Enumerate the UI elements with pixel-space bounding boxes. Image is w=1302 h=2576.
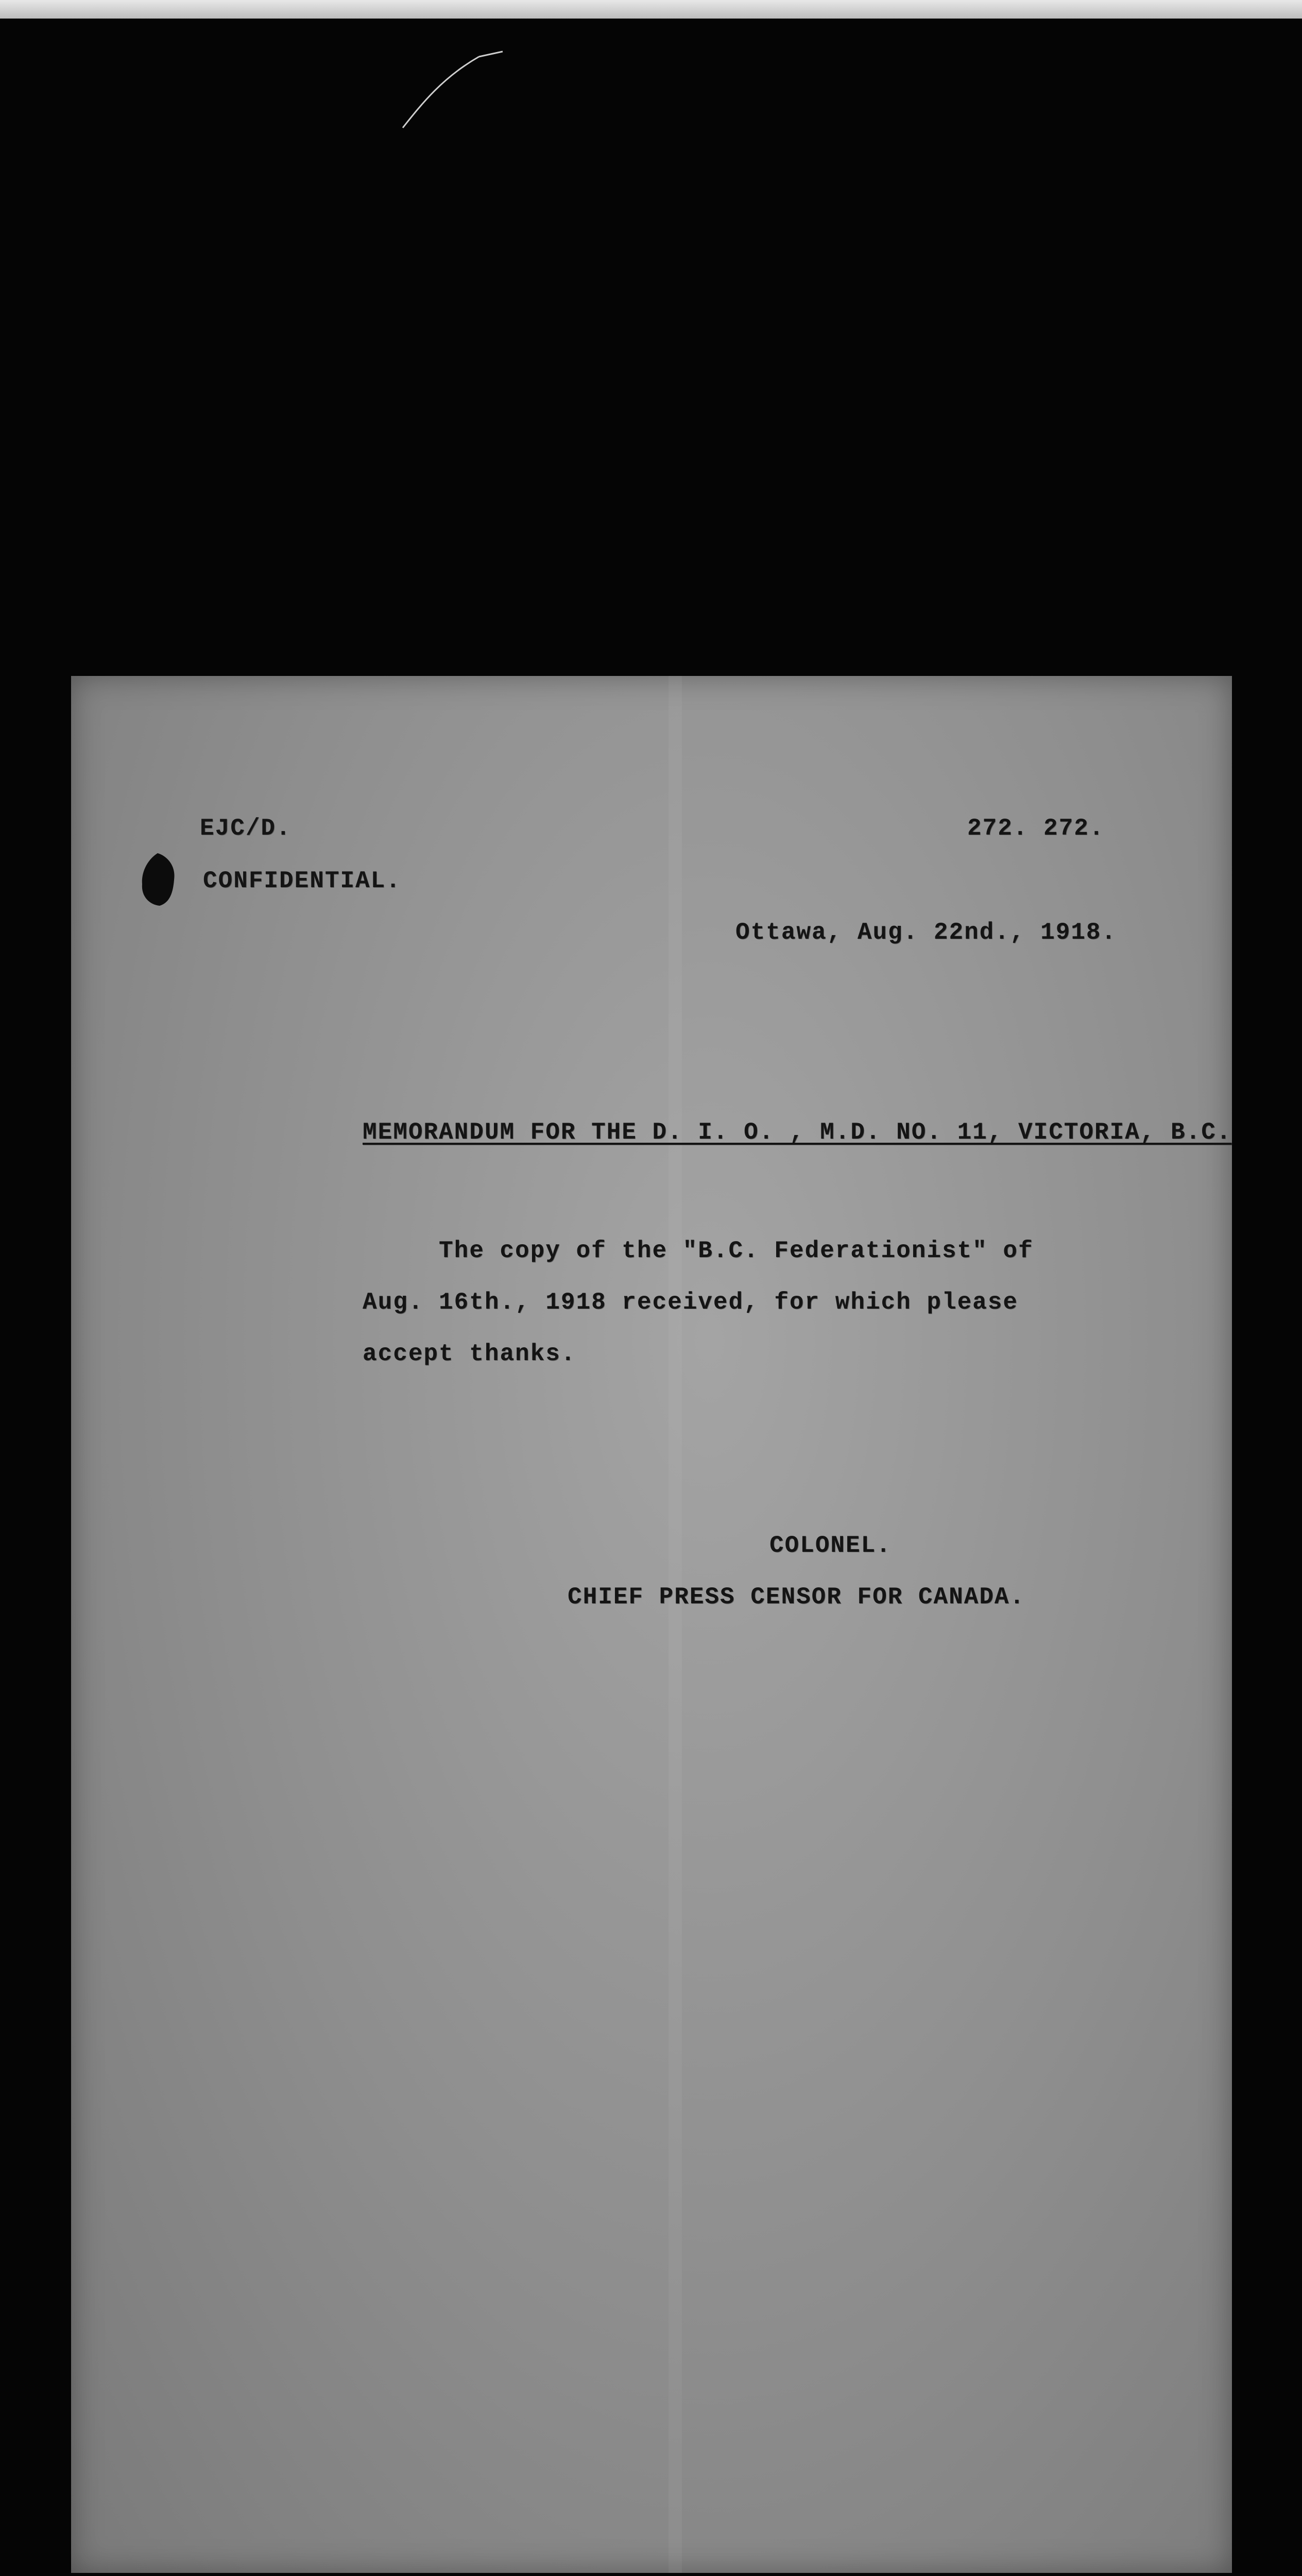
memo-page <box>71 676 1232 2573</box>
signature-office: CHIEF PRESS CENSOR FOR CANADA. <box>568 1584 1025 1611</box>
body-line: Aug. 16th., 1918 received, for which please <box>363 1289 1018 1316</box>
film-top-edge <box>0 0 1302 19</box>
file-reference-number: 272. 272. <box>967 815 1105 842</box>
confidential-marking: CONFIDENTIAL. <box>203 868 401 894</box>
place-date-line: Ottawa, Aug. 22nd., 1918. <box>735 919 1117 946</box>
film-scratch-mark <box>402 41 505 134</box>
reference-initials: EJC/D. <box>200 815 292 842</box>
page-fold <box>669 676 682 2573</box>
signature-title: COLONEL. <box>769 1532 892 1559</box>
ink-blot <box>137 851 178 908</box>
memo-heading: MEMORANDUM FOR THE D. I. O. , M.D. NO. 11, VICTORIA, B.C. <box>363 1119 1232 1146</box>
body-line: The copy of the "B.C. Federationist" of <box>439 1238 1034 1264</box>
body-line: accept thanks. <box>363 1341 576 1367</box>
